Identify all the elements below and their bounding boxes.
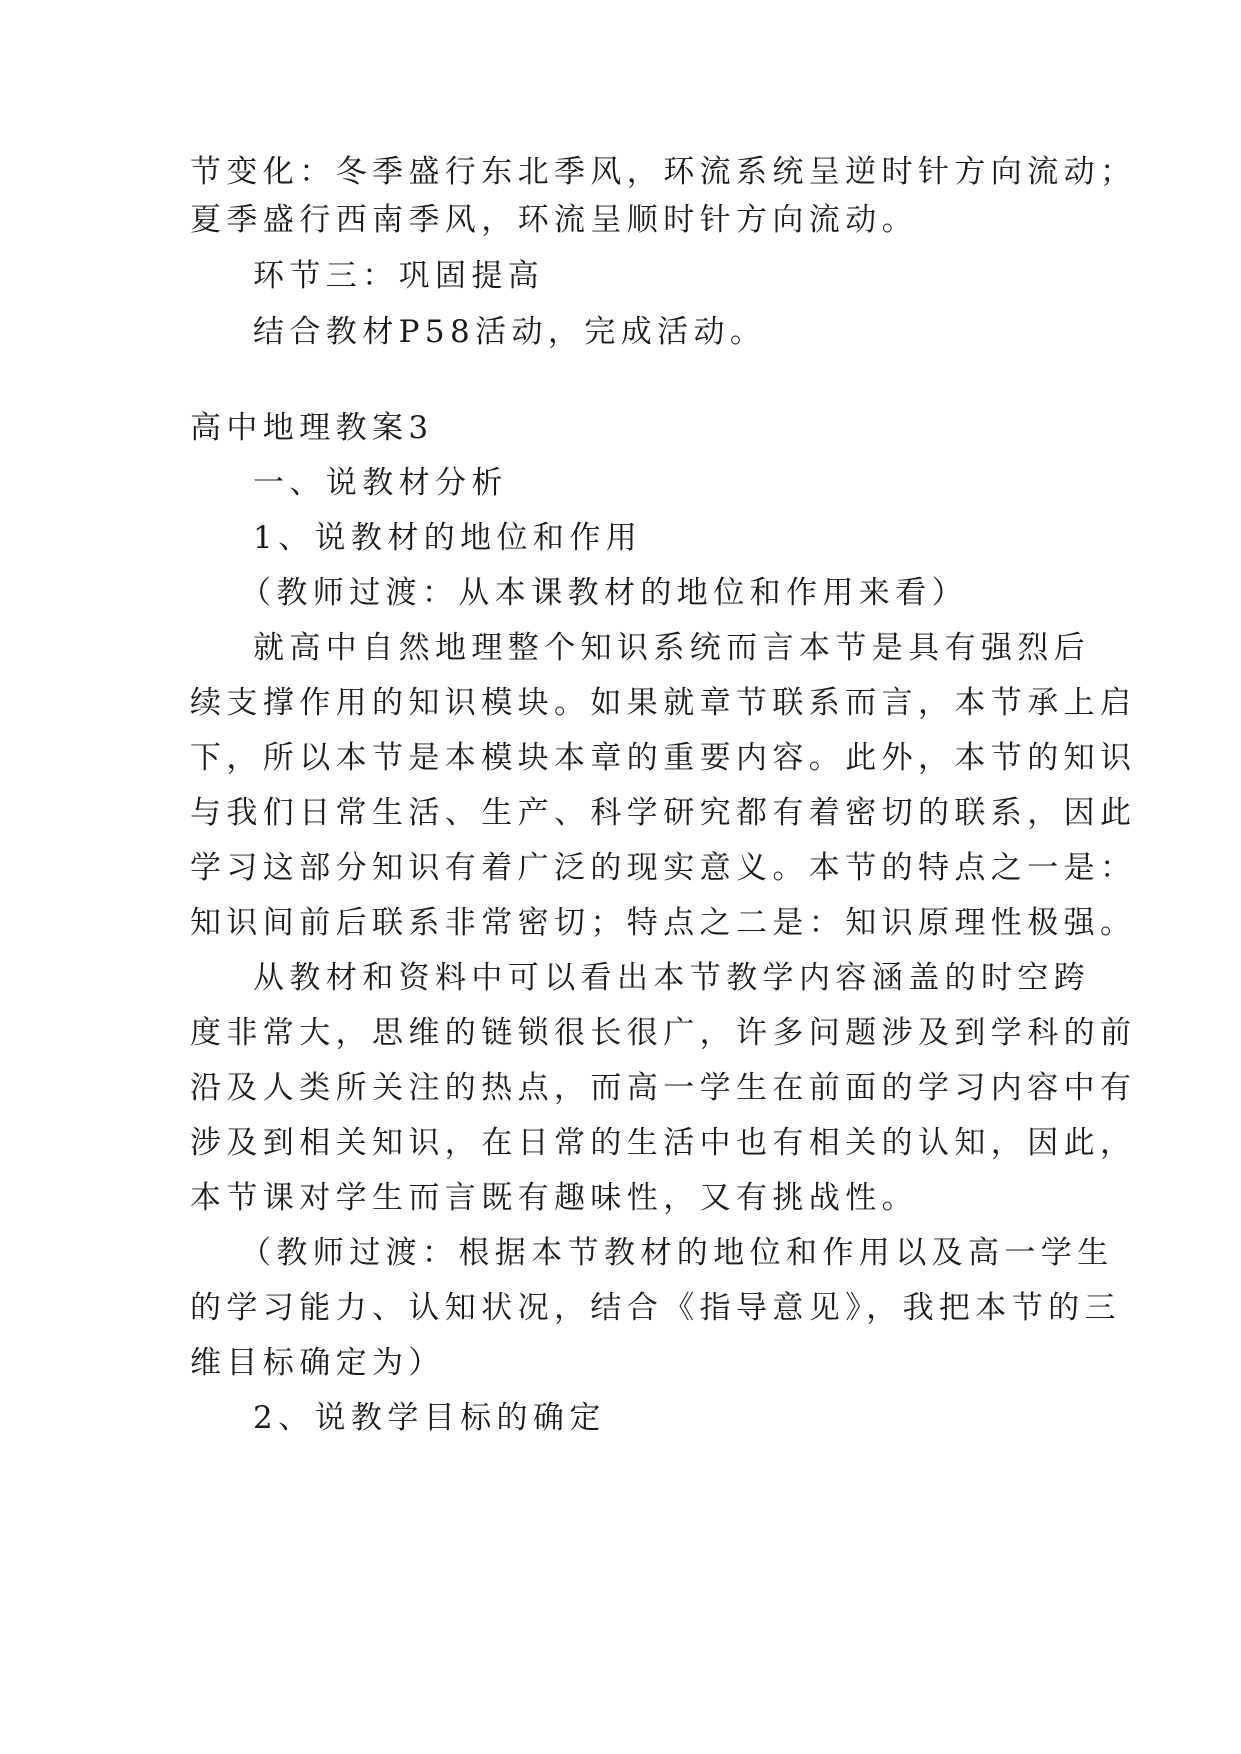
item-heading: 2、说教学目标的确定 bbox=[253, 1400, 606, 1436]
paragraph-line: 沿及人类所关注的热点，而高一学生在前面的学习内容中有 bbox=[190, 1070, 1137, 1106]
paragraph-line: 度非常大，思维的链锁很长很广，许多问题涉及到学科的前 bbox=[190, 1015, 1137, 1051]
paragraph-line: 学习这部分知识有着广泛的现实意义。本节的特点之一是： bbox=[190, 850, 1137, 886]
part-heading: 一、说教材分析 bbox=[253, 465, 508, 501]
paragraph-line: 与我们日常生活、生产、科学研究都有着密切的联系，因此 bbox=[190, 795, 1137, 831]
paragraph-line: 就高中自然地理整个知识系统而言本节是具有强烈后 bbox=[253, 630, 1091, 666]
paragraph-line: 的学习能力、认知状况，结合《指导意见》，我把本节的三 bbox=[190, 1290, 1121, 1326]
item-heading: 1、说教材的地位和作用 bbox=[253, 520, 643, 556]
paragraph-line: 从教材和资料中可以看出本节教学内容涵盖的时空跨 bbox=[253, 960, 1091, 996]
paragraph-line: 续支撑作用的知识模块。如果就章节联系而言，本节承上启 bbox=[190, 685, 1137, 721]
paragraph-line: 夏季盛行西南季风，环流呈顺时针方向流动。 bbox=[190, 202, 918, 238]
paragraph-line: 本节课对学生而言既有趣味性，又有挑战性。 bbox=[190, 1180, 918, 1216]
paragraph-line: 知识间前后联系非常密切；特点之二是：知识原理性极强。 bbox=[190, 905, 1137, 941]
section-heading: 环节三：巩固提高 bbox=[253, 258, 545, 294]
paragraph-line: 涉及到相关知识，在日常的生活中也有相关的认知，因此， bbox=[190, 1125, 1137, 1161]
transition-note: （教师过渡：根据本节教材的地位和作用以及高一学生 bbox=[240, 1235, 1114, 1271]
paragraph-line: 维目标确定为） bbox=[190, 1345, 445, 1381]
paragraph-line: 结合教材P58活动，完成活动。 bbox=[253, 314, 767, 350]
paragraph-line: 节变化：冬季盛行东北季风，环流系统呈逆时针方向流动； bbox=[190, 154, 1137, 190]
transition-note: （教师过渡：从本课教材的地位和作用来看） bbox=[240, 575, 968, 611]
paragraph-line: 下，所以本节是本模块本章的重要内容。此外，本节的知识 bbox=[190, 740, 1137, 776]
plan-title: 高中地理教案3 bbox=[190, 410, 434, 446]
